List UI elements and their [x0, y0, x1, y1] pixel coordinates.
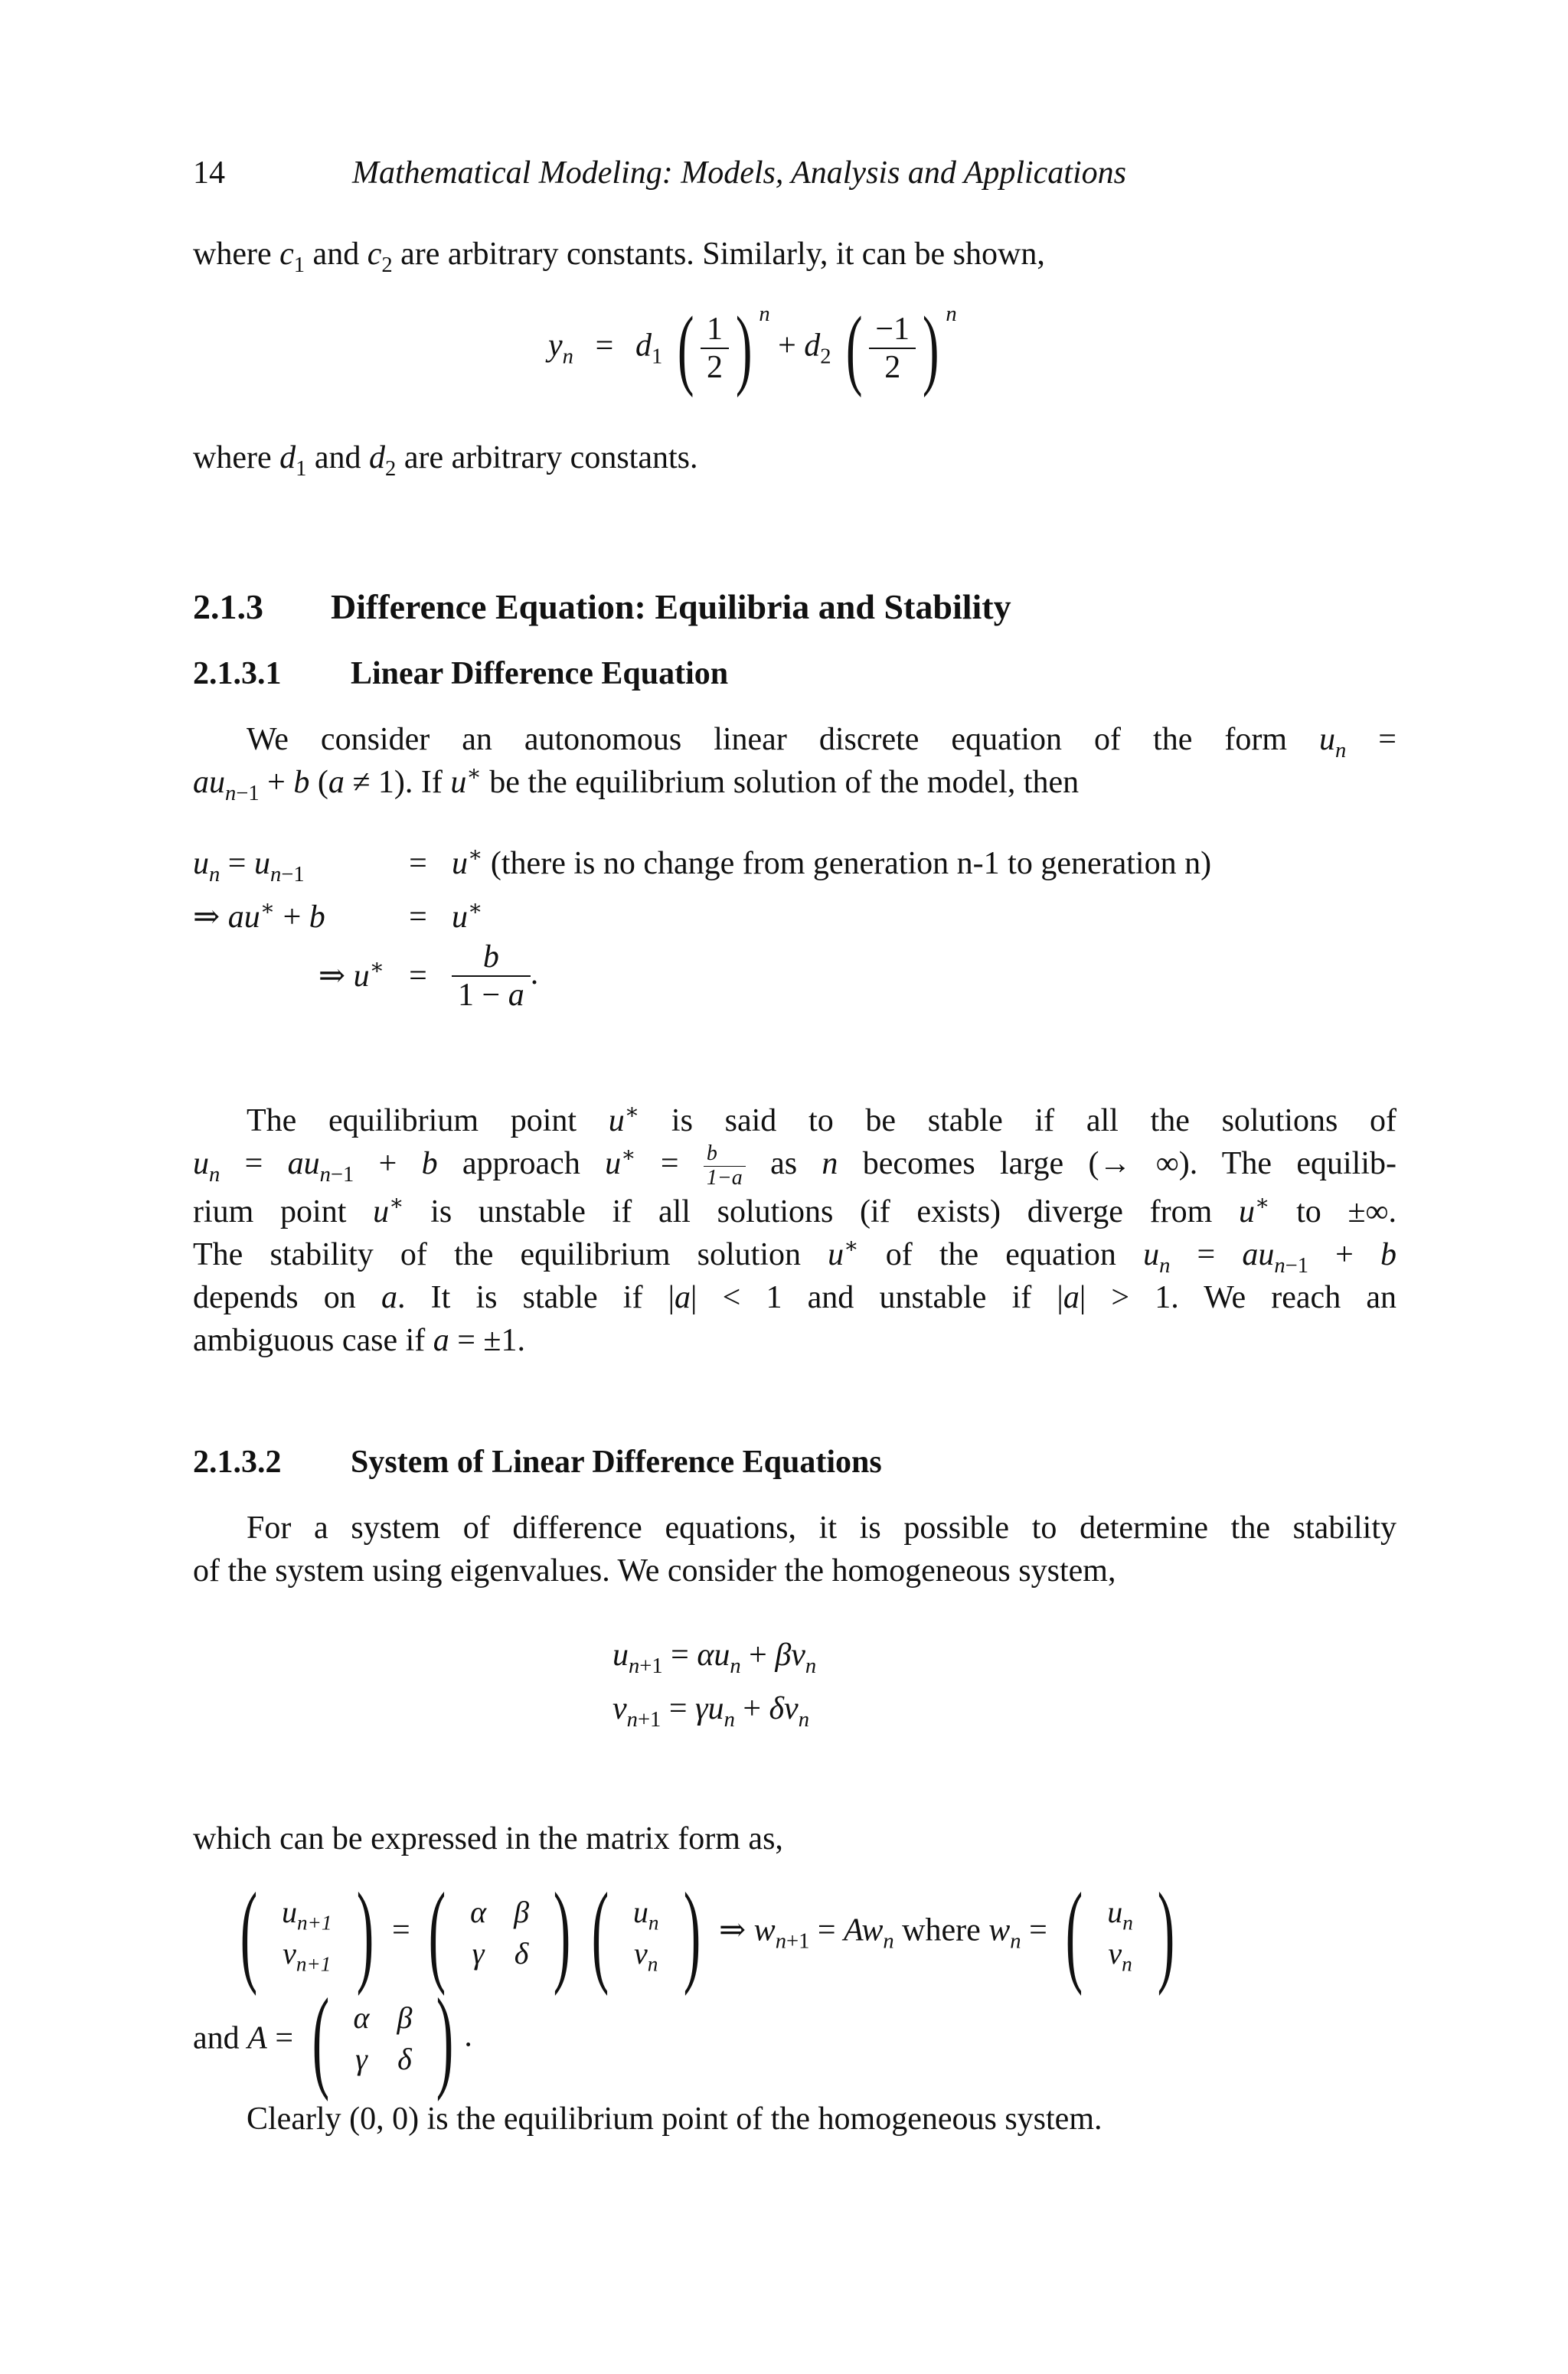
equation-yn: $y_n = d_1$ ( $\frac{1}{2}$ ) $^n + d_2$ ( $\frac{-1}{2}$ ) $^n$	[548, 298, 957, 398]
intro-line-1: where $c_1$ and $c_2$ are arbitrary constants. Similarly, it can be shown,	[193, 237, 1045, 277]
equation-note: (there is no change from generation n-1 to generation n)	[490, 846, 1212, 881]
system-equation-1: $u_{n+1} = \alpha u_n + \beta v_n$	[612, 1638, 817, 1678]
system-equation-2: $v_{n+1} = \gamma u_n + \delta v_n$	[612, 1691, 809, 1732]
subsection-number: 2.1.3.2	[193, 1445, 282, 1480]
paragraph-equilibrium-conclusion: Clearly (0, 0) is the equilibrium point of the homogeneous system.	[247, 2101, 1102, 2137]
paragraph-system-intro: For a system of difference equations, it is possible to determine the stability of the system using eigenvalues. We consider the homogeneous system,	[193, 1510, 1396, 1589]
paragraph-linear-1a: We consider an autonomous linear discrete equation of the form $u_n$ =	[247, 722, 1396, 762]
matrix-a-definition: and A = ( α β γ δ ) .	[193, 1975, 472, 2102]
section-heading-2-1-3	[193, 583, 1396, 631]
paragraph-matrix-form: which can be expressed in the matrix form as,	[193, 1821, 783, 1856]
running-title: Mathematical Modeling: Models, Analysis and Applications	[352, 155, 1126, 191]
section-number: 2.1.3	[193, 587, 263, 626]
paragraph-linear-1b: $au_{n-1} + b$ (a ≠ 1). If u∗ be the equilibrium solution of the model, then	[193, 762, 1080, 805]
equilibrium-eq-row-1: $u_n = u_{n-1} = u^∗$ (there is no change from generation n-1 to generation n)	[193, 843, 1212, 887]
section-title: Difference Equation: Equilibria and Stability	[331, 587, 1011, 626]
page-number: 14	[193, 155, 225, 191]
equilibrium-eq-row-3: ⇒ u∗ = $\frac{b}{1 - a}$ .	[318, 939, 539, 1014]
intro-line-2: where $d_1$ and $d_2$ are arbitrary constants.	[193, 440, 698, 481]
equilibrium-eq-row-2: ⇒ au∗ + b = u∗	[193, 896, 483, 935]
section-heading-2-1-3-1	[193, 652, 1396, 696]
subsection-number: 2.1.3.1	[193, 656, 282, 691]
subsection-title: System of Linear Difference Equations	[351, 1445, 882, 1480]
subsection-title: Linear Difference Equation	[351, 656, 729, 691]
paragraph-stability: The equilibrium point u∗ is said to be stable if all the solutions of $u_n = au_{n-1} + b$ approach u∗ = $\frac{b}{1-a}$ as n becomes large (→ ∞). The equilib- rium point u∗ is unstable if all solutions (if exists) diverge from u∗ to ±∞. The stability of the equilibrium solution u∗ of the equation $u_n = au_{n-1} + b$ depends on a. It is stable if |a| < 1 and unstable if |a| > 1. We reach an ambiguous case if a = ±1.	[193, 1100, 1397, 1358]
matrix-equation: ( $u_{n+1}$ $v_{n+1}$ ) = ( α β γ δ ) ( $u_n$ $v_n$ ) ⇒ $w_{n+1} = Aw_n$ where $w_n$ = ( $u_n$ $v_n$ )	[240, 1869, 1175, 1997]
section-heading-2-1-3-2	[193, 1441, 1396, 1484]
